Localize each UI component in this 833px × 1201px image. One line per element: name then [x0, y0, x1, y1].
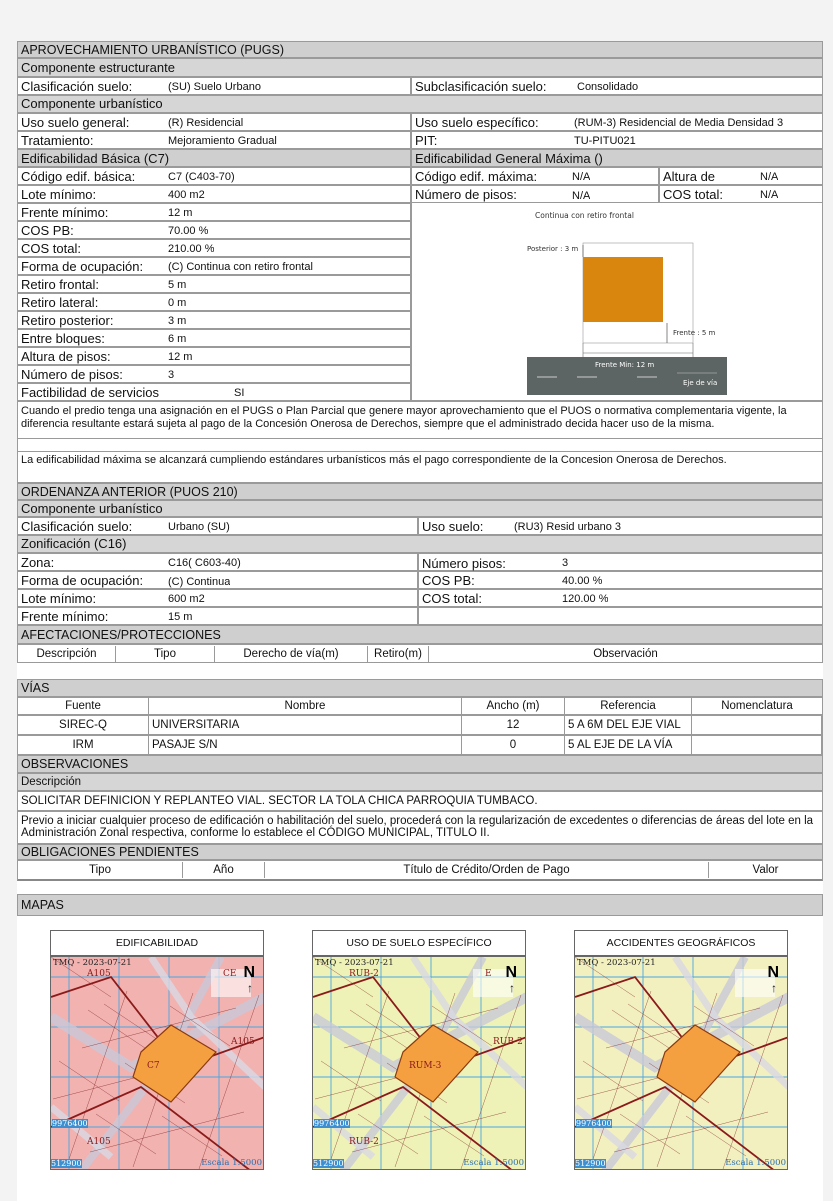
- lote-label: Lote mínimo:: [21, 187, 97, 202]
- afect-col-observacion: Observación: [593, 648, 658, 660]
- subclasificacion-row: [411, 77, 823, 95]
- map-coord-x: 512900: [51, 1159, 82, 1168]
- cos-total-max-row: [659, 185, 823, 203]
- afect-col-descripcion: Descripción: [18, 646, 116, 662]
- eje-label: Eje de vía: [683, 379, 718, 387]
- pugs-row-label: Factibilidad de servicios: [21, 385, 160, 400]
- lote-value: 400 m2: [168, 189, 205, 201]
- map-scale: Escala 1:5000: [463, 1158, 524, 1168]
- uso-especifico-value: (RUM-3) Residencial de Media Densidad 3: [574, 117, 784, 129]
- north-arrow-icon: ↑: [771, 981, 777, 995]
- map-zone-label: A105: [231, 1037, 255, 1047]
- clasificacion-label: Clasificación suelo:: [21, 79, 133, 94]
- map-zone-label: RUB-2: [493, 1037, 523, 1047]
- pugs-row: [17, 221, 411, 239]
- puos-lote-row: [17, 589, 418, 607]
- pugs-row: [17, 365, 411, 383]
- pugs-row-label: Entre bloques:: [21, 331, 105, 346]
- north-arrow-icon: ↑: [509, 981, 515, 995]
- edif-general-header: [411, 149, 823, 167]
- uso-general-value: (R) Residencial: [168, 117, 244, 129]
- edif-basica-title: Edificabilidad Básica (C7): [21, 151, 170, 166]
- puos-npisos-label: Número pisos:: [422, 556, 506, 571]
- frente-label: Frente : 5 m: [673, 329, 716, 337]
- uso-general-label: Uso suelo general:: [21, 115, 130, 130]
- setback-diagram: [527, 205, 727, 395]
- pugs-row-label: Frente mínimo:: [21, 205, 109, 220]
- puos-costotal-value: 120.00 %: [562, 593, 609, 605]
- vias-cell-ancho: 12: [462, 716, 565, 734]
- puos-zonificacion: Zonificación (C16): [17, 535, 823, 553]
- cos-total-max-value: N/A: [760, 189, 779, 201]
- tratamiento-value: Mejoramiento Gradual: [168, 135, 277, 147]
- puos-costotal-label: COS total:: [422, 591, 482, 606]
- diagram-cell: [411, 203, 823, 401]
- building-footprint: [583, 257, 663, 322]
- vias-cell-nomenclatura: [692, 716, 822, 734]
- map-stamp: TMQ - 2023-07-21: [315, 958, 394, 968]
- altura-de-label: Altura de: [663, 169, 716, 184]
- pugs-row: [17, 347, 411, 365]
- pit-row: [411, 131, 823, 149]
- componente-urbanistico: Componente urbanístico: [17, 95, 823, 113]
- map-coord-x: 512900: [313, 1159, 344, 1168]
- map-scale: Escala 1:5000: [201, 1158, 262, 1168]
- observacion-2-text: Previo a iniciar cualquier proceso de edificación o habilitación del suelo, procederá con la regularización de excedentes o diferencias de áreas del lote en la Administración Zonal respectiva, conforme lo establece el CÓDIGO MUNICIPAL, TITULO II.: [21, 815, 814, 839]
- vias-header: VÍAS: [17, 679, 823, 697]
- oblig-col-titulo: Título de Crédito/Orden de Pago: [265, 862, 709, 878]
- pugs-row-value: SI: [234, 387, 245, 399]
- pugs-row-label: Forma de ocupación:: [21, 259, 144, 274]
- puos-npisos-row: [418, 553, 823, 571]
- altura-de-row: [659, 167, 823, 185]
- codigo-max-label: Código edif. máxima:: [415, 169, 538, 184]
- codigo-max-row: [411, 167, 659, 185]
- puos-uso-value: (RU3) Resid urbano 3: [514, 521, 621, 533]
- oblig-col-anio: Año: [183, 862, 265, 878]
- componente-estructurante: Componente estructurante: [17, 58, 823, 77]
- pugs-row: [17, 275, 411, 293]
- puos-npisos-value: 3: [562, 557, 569, 569]
- clasificacion-row: [17, 77, 411, 95]
- vias-col-fuente: Fuente: [18, 698, 149, 714]
- clasificacion-value: (SU) Suelo Urbano: [168, 81, 261, 93]
- map-scale: Escala 1:5000: [725, 1158, 786, 1168]
- puos-cospb-row: [418, 571, 823, 589]
- pugs-header: APROVECHAMIENTO URBANÍSTICO (PUGS): [17, 41, 823, 58]
- pit-label: PIT:: [415, 133, 438, 148]
- oblig-col-valor: Valor: [752, 864, 779, 876]
- map-zone-label: C7: [147, 1061, 160, 1071]
- puos-uso-row: [418, 517, 823, 535]
- puos-componente: Componente urbanístico: [17, 500, 823, 517]
- pugs-row: [17, 203, 411, 221]
- map-image[interactable]: [312, 956, 526, 1170]
- pugs-row-value: (C) Continua con retiro frontal: [168, 261, 313, 273]
- edif-basica-header: [17, 149, 411, 167]
- cos-total-max-label: COS total:: [663, 187, 723, 202]
- map-image[interactable]: [50, 956, 264, 1170]
- pugs-row-label: Retiro posterior:: [21, 313, 114, 328]
- vias-cell-referencia: 5 AL EJE DE LA VÍA: [565, 736, 692, 754]
- vias-col-referencia: Referencia: [565, 698, 692, 714]
- puos-frente-value: 15 m: [168, 611, 193, 623]
- puos-uso-label: Uso suelo:: [422, 519, 484, 534]
- north-icon: N: [505, 964, 517, 981]
- map-coord-x: 512900: [575, 1159, 606, 1168]
- map-zone-label: E: [485, 969, 492, 979]
- map-zone-label: RUB-2: [349, 1137, 379, 1147]
- map-zone-label: A105: [87, 969, 111, 979]
- pugs-row: [17, 383, 411, 401]
- vias-cell-nombre: PASAJE S/N: [149, 736, 462, 754]
- puos-forma-row: [17, 571, 418, 589]
- vias-row: [17, 735, 823, 755]
- pugs-row-label: COS total:: [21, 241, 81, 256]
- vias-cell-referencia: 5 A 6M DEL EJE VIAL: [565, 716, 692, 734]
- subclasificacion-value: Consolidado: [577, 81, 639, 93]
- vias-cell-fuente: IRM: [18, 736, 149, 754]
- pugs-row-label: Retiro lateral:: [21, 295, 99, 310]
- codigo-basica-row: [17, 167, 411, 185]
- map-coord-y: 9976400: [314, 1119, 350, 1128]
- vias-col-nombre: Nombre: [149, 698, 462, 714]
- map-title: USO DE SUELO ESPECÍFICO: [312, 930, 526, 956]
- codigo-basica-label: Código edif. básica:: [21, 169, 136, 184]
- uso-especifico-label: Uso suelo específico:: [415, 115, 539, 130]
- observaciones-header: OBSERVACIONES: [17, 755, 823, 773]
- vias-col-nomenclatura: Nomenclatura: [721, 700, 793, 712]
- vias-cell-nomenclatura: [692, 736, 822, 754]
- afect-col-retiro: Retiro(m): [368, 646, 429, 662]
- spacer: [17, 439, 823, 451]
- afectaciones-table-header: [17, 644, 823, 663]
- pugs-row: [17, 329, 411, 347]
- subclasificacion-label: Subclasificación suelo:: [415, 79, 547, 94]
- map-image[interactable]: [574, 956, 788, 1170]
- document-page: [17, 41, 823, 1201]
- vias-cell-nombre: UNIVERSITARIA: [149, 716, 462, 734]
- tratamiento-label: Tratamiento:: [21, 133, 94, 148]
- vias-cell-fuente: SIREC-Q: [18, 716, 149, 734]
- north-icon: N: [767, 964, 779, 981]
- pugs-row-value: 5 m: [168, 279, 187, 291]
- observaciones-desc-label: Descripción: [17, 773, 823, 791]
- pugs-row: [17, 257, 411, 275]
- puos-zona-row: [17, 553, 418, 571]
- pugs-row: [17, 311, 411, 329]
- posterior-label: Posterior : 3 m: [527, 245, 579, 253]
- pugs-row-label: Retiro frontal:: [21, 277, 100, 292]
- map-zone-label: RUM-3: [409, 1061, 442, 1071]
- map-zone-label: CE: [223, 969, 237, 979]
- puos-forma-label: Forma de ocupación:: [21, 573, 144, 588]
- puos-costotal-row: [418, 589, 823, 607]
- map-zone-label: A105: [87, 1137, 111, 1147]
- vias-col-ancho: Ancho (m): [462, 698, 565, 714]
- puos-frente-row: [17, 607, 418, 625]
- puos-clas-value: Urbano (SU): [168, 521, 230, 533]
- altura-de-value: N/A: [760, 171, 779, 183]
- pugs-row-label: COS PB:: [21, 223, 74, 238]
- pugs-row: [17, 239, 411, 257]
- puos-forma-value: (C) Continua: [168, 576, 231, 588]
- codigo-basica-value: C7 (C403-70): [168, 171, 235, 183]
- oblig-col-tipo: Tipo: [18, 862, 183, 878]
- pugs-note-1-text: Cuando el predio tenga una asignación en el PUGS o Plan Parcial que genere mayor aprovechamiento que el PUOS o normativa complementaria vigente, la diferencia resultante estará sujeta al pago de la Concesión Onerosa de Derechos, siempre que el administrado decida hacer uso de la misma.: [21, 405, 787, 430]
- pugs-row-label: Altura de pisos:: [21, 349, 111, 364]
- pugs-row-value: 0 m: [168, 297, 187, 309]
- edif-general-title: Edificabilidad General Máxima (): [415, 151, 603, 166]
- puos-header: ORDENANZA ANTERIOR (PUOS 210): [17, 483, 823, 500]
- puos-lote-label: Lote mínimo:: [21, 591, 97, 606]
- uso-especifico-row: [411, 113, 823, 131]
- map-coord-y: 9976400: [52, 1119, 88, 1128]
- puos-cospb-value: 40.00 %: [562, 575, 603, 587]
- pugs-row-value: 12 m: [168, 351, 193, 363]
- pugs-note-2-text: La edificabilidad máxima se alcanzará cumpliendo estándares urbanísticos más el pago correspondiente de la Concesion Onerosa de Derechos.: [21, 454, 727, 466]
- spacer: [17, 663, 823, 679]
- obligaciones-header: OBLIGACIONES PENDIENTES: [17, 844, 823, 860]
- puos-zona-value: C16( C603-40): [168, 557, 241, 569]
- uso-general-row: [17, 113, 411, 131]
- vias-table-header: [17, 697, 823, 715]
- afect-col-tipo: Tipo: [116, 646, 215, 662]
- map-title: ACCIDENTES GEOGRÁFICOS: [574, 930, 788, 956]
- north-arrow-icon: ↑: [247, 981, 253, 995]
- pugs-row-label: Número de pisos:: [21, 367, 123, 382]
- puos-clas-row: [17, 517, 418, 535]
- obligaciones-table-header: [17, 860, 823, 881]
- puos-frente-label: Frente mínimo:: [21, 609, 109, 624]
- afect-col-derecho: Derecho de vía(m): [215, 646, 368, 662]
- puos-lote-value: 600 m2: [168, 593, 205, 605]
- observacion-1-text: SOLICITAR DEFINICION Y REPLANTEO VIAL. SECTOR LA TOLA CHICA PARROQUIA TUMBACO.: [21, 795, 538, 807]
- pugs-row-value: 3 m: [168, 315, 187, 327]
- tratamiento-row: [17, 131, 411, 149]
- pugs-row-value: 6 m: [168, 333, 187, 345]
- puos-cospb-label: COS PB:: [422, 573, 475, 588]
- pugs-note-2: [17, 451, 823, 483]
- pugs-row-value: 3: [168, 369, 175, 381]
- map-stamp: TMQ - 2023-07-21: [577, 958, 656, 968]
- observacion-1: [17, 791, 823, 811]
- observacion-2: [17, 811, 823, 844]
- num-pisos-max-value: N/A: [572, 190, 591, 202]
- pugs-row-value: 210.00 %: [168, 243, 215, 255]
- codigo-max-value: N/A: [572, 171, 591, 183]
- pit-value: TU-PITU021: [574, 135, 636, 147]
- frente-min-label: Frente Min: 12 m: [595, 361, 655, 369]
- north-icon: N: [243, 964, 255, 981]
- lote-row: [17, 185, 411, 203]
- num-pisos-max-label: Número de pisos:: [415, 187, 517, 202]
- pugs-row-value: 12 m: [168, 207, 193, 219]
- mapas-header: MAPAS: [17, 894, 823, 916]
- map-stamp: TMQ - 2023-07-21: [53, 958, 132, 968]
- pugs-row: [17, 293, 411, 311]
- pugs-row-value: 70.00 %: [168, 225, 209, 237]
- map-zone-label: RUB-2: [349, 969, 379, 979]
- map-coord-y: 9976400: [576, 1119, 612, 1128]
- num-pisos-max-row: [411, 185, 659, 203]
- vias-cell-ancho: 0: [462, 736, 565, 754]
- diagram-title: Continua con retiro frontal: [535, 211, 634, 220]
- vias-row: [17, 715, 823, 735]
- afectaciones-header: AFECTACIONES/PROTECCIONES: [17, 625, 823, 644]
- empty-cell: [418, 607, 823, 625]
- puos-clas-label: Clasificación suelo:: [21, 519, 133, 534]
- puos-zona-label: Zona:: [21, 555, 55, 570]
- pugs-note-1: [17, 401, 823, 439]
- map-title: EDIFICABILIDAD: [50, 930, 264, 956]
